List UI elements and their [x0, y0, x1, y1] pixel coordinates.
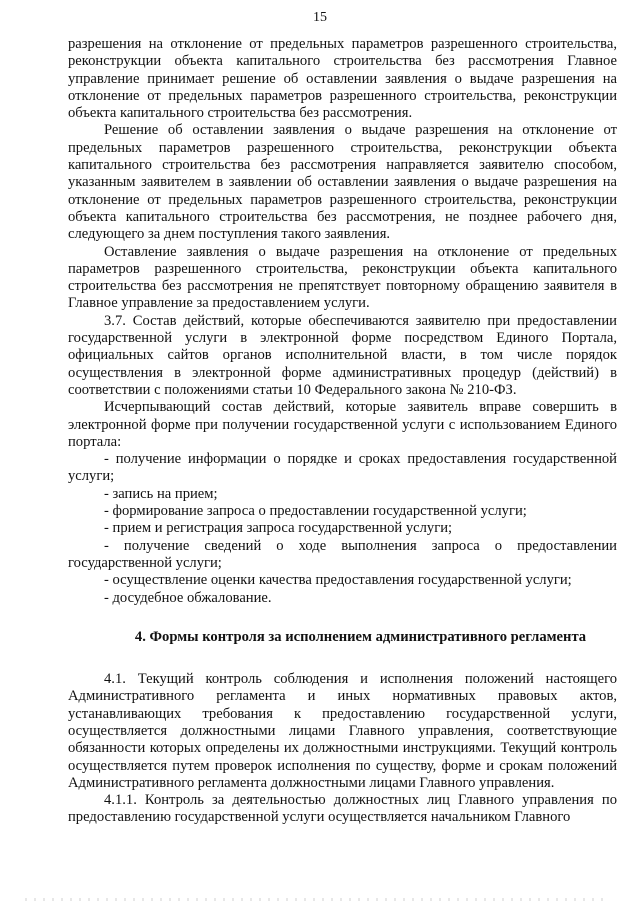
list-item: - запись на прием;: [104, 485, 218, 502]
scan-artifact-line: [25, 898, 610, 901]
paragraph-continuation: разрешения на отклонение от предельных параметров разрешенного строительства, реконструкции объекта капитального строительства без рассмотрения Главное управление принимает решение об оставлении заявления о выдаче разрешения на отклонение от предельных параметров разрешенного строительства, реконструкции объекта капитального строительства без рассмотрения.: [68, 36, 617, 122]
page-number: 15: [313, 10, 327, 25]
list-item: - получение сведений о ходе выполнения запроса о предоставлении государственной услуги;: [68, 537, 617, 571]
list-item: - получение информации о порядке и сроках предоставления государственной услуги;: [68, 451, 617, 485]
list-item: - формирование запроса о предоставлении государственной услуги;: [104, 503, 527, 520]
section-heading: 4. Формы контроля за исполнением административного регламента: [134, 628, 587, 645]
paragraph-leaving-without-review: Оставление заявления о выдаче разрешения на отклонение от предельных параметров разрешенного строительства, реконструкции объекта капитального строительства без рассмотрения не препятствует повторному обращению заявителя в Главное управление за предоставлением услуги.: [68, 243, 617, 312]
document-body: [68, 36, 617, 827]
paragraph-4-1-1: 4.1.1. Контроль за деятельностью должностных лиц Главного управления по предоставлению государственной услуги осуществляется начальником Главного: [68, 792, 617, 826]
paragraph-decision: Решение об оставлении заявления о выдаче разрешения на отклонение от предельных параметров разрешенного строительства, реконструкции объекта капитального строительства без рассмотрения направляется заявителю способом, указанным заявителем в заявлении об оставлении заявления о выдаче разрешения на отклонение от предельных параметров разрешенного строительства, реконструкции объекта капитального строительства без рассмотрения, не позднее рабочего дня, следующего за днем поступления такого заявления.: [68, 122, 617, 243]
list-item: - досудебное обжалование.: [104, 589, 272, 606]
paragraph-actions-list-intro: Исчерпывающий состав действий, которые заявитель вправе совершить в электронной форме при получении государственной услуги с использованием Единого портала:: [68, 399, 617, 450]
list-item: - прием и регистрация запроса государственной услуги;: [104, 520, 453, 537]
paragraph-3-7: 3.7. Состав действий, которые обеспечиваются заявителю при предоставлении государственной услуги в электронной форме посредством Единого Портала, официальных сайтов органов исполнительной власти, в том числе порядок осуществления в электронной форме административных процедур (действий) в соответствии с положениями статьи 10 Федерального закона № 210-ФЗ.: [68, 312, 617, 398]
list-item: - осуществление оценки качества предоставления государственной услуги;: [104, 572, 572, 589]
paragraph-4-1: 4.1. Текущий контроль соблюдения и исполнения положений настоящего Административного регламента и иных нормативных правовых актов, устанавливающих требования к предоставлению государственной услуги, осуществляется должностными лицами Главного управления, соответствующие обязанности которых определены их должностными инструкциями. Текущий контроль осуществляется путем проверок исполнения по существу, форме и срокам положений Административного регламента должностными лицами Главного управления.: [68, 671, 617, 791]
